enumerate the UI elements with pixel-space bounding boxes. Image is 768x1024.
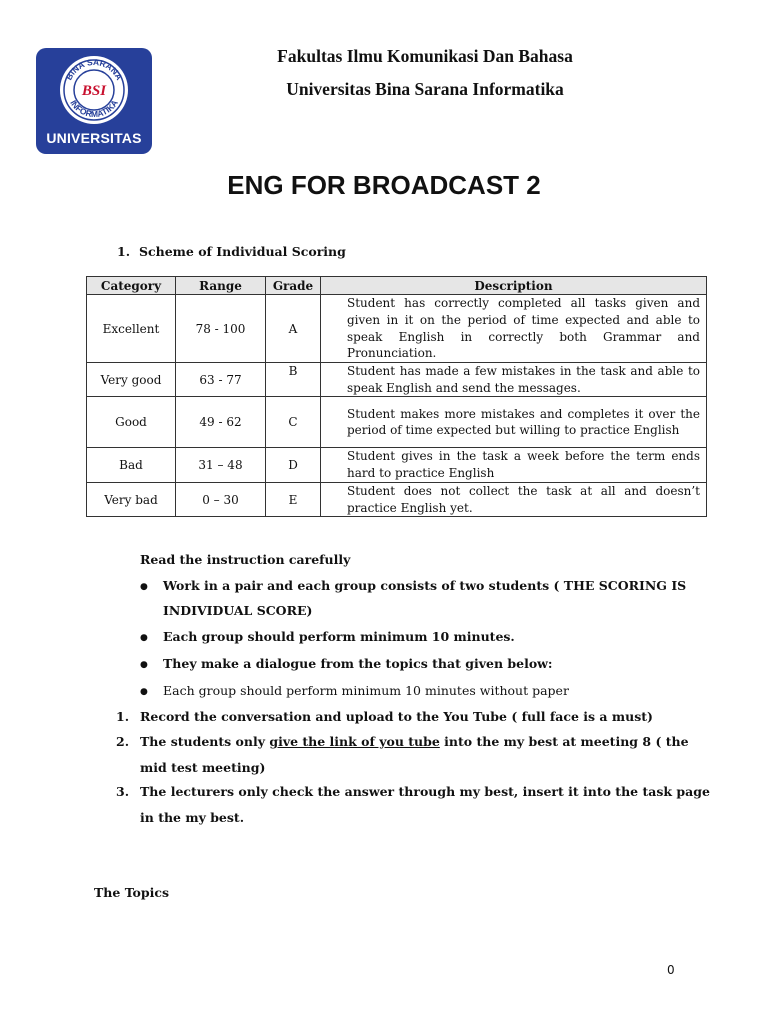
instruction-bullet: Each group should perform minimum 10 minutes. — [163, 629, 515, 644]
faculty-name: Fakultas Ilmu Komunikasi Dan Bahasa — [277, 46, 573, 66]
range-cell: 31 – 48 — [176, 448, 266, 482]
numbered-marker: 3. — [116, 784, 130, 799]
grade-cell: E — [266, 482, 321, 516]
table-row — [87, 397, 707, 448]
category-cell: Very bad — [87, 482, 176, 516]
grade-cell: C — [266, 397, 321, 448]
bullet-icon: ● — [140, 687, 148, 697]
instruction-bullet: They make a dialogue from the topics that given below: — [163, 656, 553, 671]
column-header: Category — [87, 277, 176, 295]
table-header-row — [87, 277, 707, 295]
column-header: Grade — [266, 277, 321, 295]
numbered-instruction — [140, 734, 689, 749]
bullet-icon: ● — [140, 582, 148, 592]
page-title: ENG FOR BROADCAST 2 — [227, 170, 541, 200]
table-row — [87, 482, 707, 516]
logo-label: UNIVERSITAS — [46, 130, 142, 146]
description-cell: Student does not collect the task at all and doesn’t practice English yet. — [321, 482, 707, 516]
grade-cell: D — [266, 448, 321, 482]
page-number: 0 — [667, 963, 675, 977]
numbered-marker: 2. — [116, 734, 130, 749]
numbered-instruction-continued: in the my best. — [140, 810, 245, 825]
section-label: Scheme of Individual Scoring — [139, 244, 346, 259]
table-row — [87, 295, 707, 363]
bullet-icon: ● — [140, 660, 148, 670]
description-cell: Student has correctly completed all tasks given and given in it on the period of time expected and able to speak English in correctly both Grammar and Pronunciation. — [321, 295, 707, 363]
category-cell: Bad — [87, 448, 176, 482]
grade-cell: B — [266, 363, 321, 397]
topics-heading: The Topics — [94, 885, 170, 900]
numbered-instruction: The lecturers only check the answer through my best, insert it into the task page — [140, 784, 710, 799]
scoring-table — [86, 276, 707, 517]
instruction-bullet: Each group should perform minimum 10 minutes without paper — [163, 683, 569, 698]
instruction-bullet-continued: INDIVIDUAL SCORE) — [163, 603, 313, 618]
table-row — [87, 448, 707, 482]
description-cell: Student gives in the task a week before the term ends hard to practice English — [321, 448, 707, 482]
instruction-text: into the my best at meeting 8 ( the — [439, 734, 689, 749]
category-cell: Good — [87, 397, 176, 448]
section-number: 1. — [117, 244, 131, 259]
range-cell: 78 - 100 — [176, 295, 266, 363]
column-header: Description — [321, 277, 707, 295]
logo-ring-top: BINA SARANA — [63, 56, 125, 82]
description-cell: Student makes more mistakes and completes it over the period of time expected but willing to practice English — [321, 397, 707, 448]
logo-ring-bottom: INFORMATIKA — [68, 98, 120, 120]
category-cell: Very good — [87, 363, 176, 397]
grade-cell: A — [266, 295, 321, 363]
instruction-text: The students only — [140, 734, 270, 749]
range-cell: 0 – 30 — [176, 482, 266, 516]
instructions-heading: Read the instruction carefully — [140, 552, 351, 567]
table-row — [87, 363, 707, 397]
description-cell: Student has made a few mistakes in the task and able to speak English and send the messages. — [321, 363, 707, 397]
category-cell: Excellent — [87, 295, 176, 363]
numbered-marker: 1. — [116, 709, 130, 724]
youtube-link-text: give the link of you tube — [269, 734, 440, 749]
section-heading — [117, 244, 346, 259]
bullet-icon: ● — [140, 633, 148, 643]
numbered-instruction-continued: mid test meeting) — [140, 760, 266, 775]
university-logo — [36, 48, 152, 154]
range-cell: 49 - 62 — [176, 397, 266, 448]
university-name: Universitas Bina Sarana Informatika — [286, 79, 564, 99]
logo-monogram: BSI — [81, 83, 107, 99]
range-cell: 63 - 77 — [176, 363, 266, 397]
column-header: Range — [176, 277, 266, 295]
instruction-bullet: Work in a pair and each group consists of two students ( THE SCORING IS — [163, 578, 687, 593]
numbered-instruction: Record the conversation and upload to the You Tube ( full face is a must) — [140, 709, 653, 724]
